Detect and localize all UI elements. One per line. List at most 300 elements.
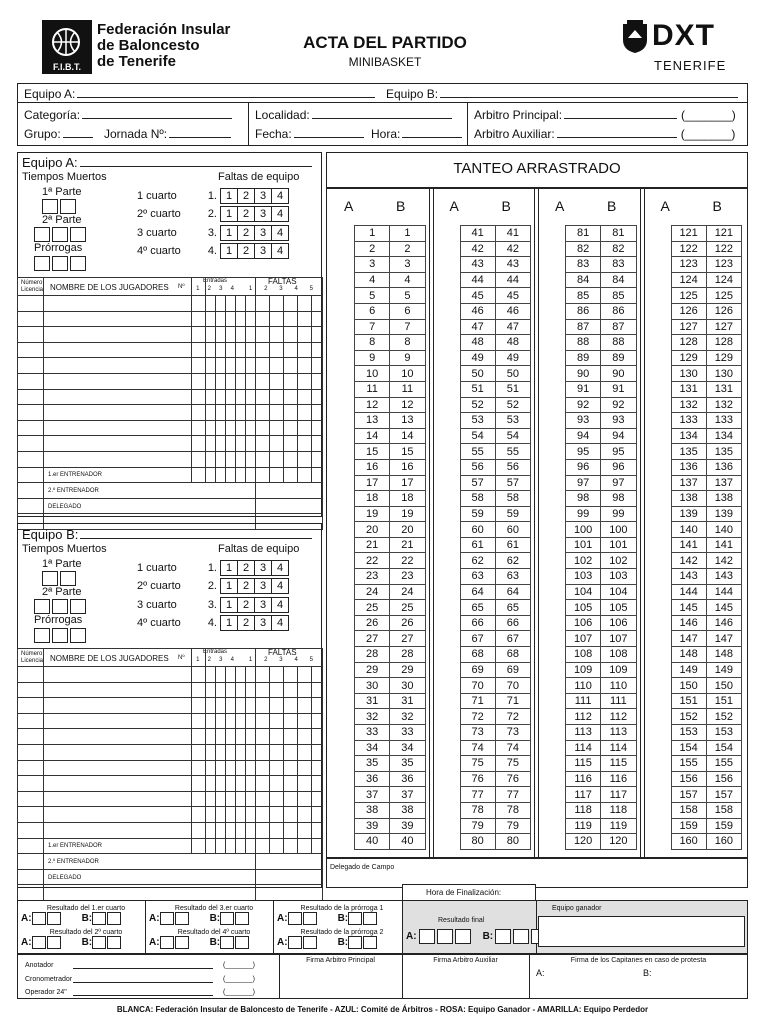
- score-cell-b[interactable]: 74: [495, 740, 530, 756]
- player-cell[interactable]: [284, 698, 298, 714]
- period-a-box[interactable]: [32, 912, 46, 925]
- score-cell-a[interactable]: 18: [355, 491, 390, 507]
- timeout-box[interactable]: [52, 599, 68, 614]
- score-cell-a[interactable]: 55: [460, 444, 495, 460]
- player-cell[interactable]: [312, 744, 323, 760]
- score-cell-a[interactable]: 44: [460, 272, 495, 288]
- score-cell-a[interactable]: 27: [355, 631, 390, 647]
- player-cell[interactable]: [192, 405, 206, 421]
- score-cell-b[interactable]: 33: [390, 725, 425, 741]
- score-cell-b[interactable]: 52: [495, 397, 530, 413]
- player-cell[interactable]: [226, 807, 236, 823]
- score-cell-a[interactable]: 134: [671, 428, 706, 444]
- player-cell[interactable]: [256, 405, 270, 421]
- score-cell-b[interactable]: 110: [601, 678, 636, 694]
- score-cell-b[interactable]: 125: [706, 288, 741, 304]
- score-cell-a[interactable]: 146: [671, 615, 706, 631]
- score-cell-b[interactable]: 23: [390, 569, 425, 585]
- player-cell[interactable]: [246, 358, 256, 374]
- player-cell[interactable]: [192, 744, 206, 760]
- score-cell-b[interactable]: 132: [706, 397, 741, 413]
- player-cell[interactable]: [312, 311, 323, 327]
- score-cell-b[interactable]: 126: [706, 303, 741, 319]
- team-foul-cell[interactable]: 2: [237, 578, 255, 594]
- player-cell[interactable]: [206, 682, 216, 698]
- player-cell[interactable]: [246, 342, 256, 358]
- score-cell-b[interactable]: 6: [390, 303, 425, 319]
- player-cell[interactable]: [206, 451, 216, 467]
- player-cell[interactable]: [216, 776, 226, 792]
- player-cell[interactable]: [18, 389, 44, 405]
- score-cell-a[interactable]: 143: [671, 569, 706, 585]
- score-cell-b[interactable]: 12: [390, 397, 425, 413]
- player-cell[interactable]: [216, 420, 226, 436]
- timeout-box[interactable]: [42, 571, 58, 586]
- player-cell[interactable]: [206, 389, 216, 405]
- player-cell[interactable]: [246, 838, 256, 854]
- player-cell[interactable]: [246, 682, 256, 698]
- score-cell-b[interactable]: 136: [706, 459, 741, 475]
- player-cell[interactable]: [206, 358, 216, 374]
- score-cell-b[interactable]: 41: [495, 226, 530, 242]
- score-cell-a[interactable]: 152: [671, 709, 706, 725]
- score-cell-a[interactable]: 109: [566, 662, 601, 678]
- score-cell-b[interactable]: 65: [495, 600, 530, 616]
- score-cell-a[interactable]: 144: [671, 584, 706, 600]
- player-cell[interactable]: [236, 713, 246, 729]
- score-cell-a[interactable]: 133: [671, 413, 706, 429]
- score-cell-a[interactable]: 59: [460, 506, 495, 522]
- score-cell-b[interactable]: 47: [495, 319, 530, 335]
- score-cell-a[interactable]: 23: [355, 569, 390, 585]
- player-cell[interactable]: [298, 420, 312, 436]
- player-cell[interactable]: [270, 698, 284, 714]
- staff-cell[interactable]: [18, 854, 44, 870]
- player-cell[interactable]: [270, 807, 284, 823]
- score-cell-b[interactable]: 97: [601, 475, 636, 491]
- timeout-box[interactable]: [52, 227, 68, 242]
- period-b-box[interactable]: [107, 936, 121, 949]
- score-cell-b[interactable]: 104: [601, 584, 636, 600]
- score-cell-a[interactable]: 117: [566, 787, 601, 803]
- player-cell[interactable]: [206, 776, 216, 792]
- team-foul-cell[interactable]: 3: [254, 225, 272, 241]
- player-cell[interactable]: [44, 373, 192, 389]
- score-cell-b[interactable]: 103: [601, 569, 636, 585]
- score-cell-b[interactable]: 1: [390, 226, 425, 242]
- player-cell[interactable]: [192, 776, 206, 792]
- player-cell[interactable]: [246, 405, 256, 421]
- score-cell-a[interactable]: 160: [671, 834, 706, 850]
- score-cell-a[interactable]: 81: [566, 226, 601, 242]
- player-cell[interactable]: [236, 822, 246, 838]
- player-cell[interactable]: [206, 467, 216, 483]
- player-cell[interactable]: [216, 342, 226, 358]
- player-cell[interactable]: [192, 436, 206, 452]
- player-cell[interactable]: [226, 838, 236, 854]
- player-cell[interactable]: [236, 451, 246, 467]
- player-cell[interactable]: [18, 807, 44, 823]
- score-cell-b[interactable]: 72: [495, 709, 530, 725]
- score-cell-b[interactable]: 24: [390, 584, 425, 600]
- score-cell-a[interactable]: 8: [355, 335, 390, 351]
- score-cell-b[interactable]: 116: [601, 771, 636, 787]
- player-cell[interactable]: [298, 791, 312, 807]
- score-cell-a[interactable]: 82: [566, 241, 601, 257]
- score-cell-a[interactable]: 79: [460, 818, 495, 834]
- player-cell[interactable]: [206, 342, 216, 358]
- score-cell-b[interactable]: 121: [706, 226, 741, 242]
- player-cell[interactable]: [236, 760, 246, 776]
- score-cell-b[interactable]: 18: [390, 491, 425, 507]
- score-cell-b[interactable]: 9: [390, 350, 425, 366]
- score-cell-a[interactable]: 38: [355, 802, 390, 818]
- score-cell-b[interactable]: 4: [390, 272, 425, 288]
- player-cell[interactable]: [44, 327, 192, 343]
- player-cell[interactable]: [298, 358, 312, 374]
- final-a-box[interactable]: [437, 929, 453, 944]
- team-foul-cell[interactable]: 3: [254, 206, 272, 222]
- team-foul-cell[interactable]: 1: [220, 560, 238, 576]
- score-cell-b[interactable]: 98: [601, 491, 636, 507]
- player-cell[interactable]: [270, 420, 284, 436]
- player-cell[interactable]: [256, 698, 270, 714]
- period-b-box[interactable]: [363, 936, 377, 949]
- score-cell-a[interactable]: 151: [671, 693, 706, 709]
- player-cell[interactable]: [284, 807, 298, 823]
- player-cell[interactable]: [270, 822, 284, 838]
- score-cell-b[interactable]: 139: [706, 506, 741, 522]
- team-foul-cell[interactable]: 2: [237, 206, 255, 222]
- score-cell-b[interactable]: 27: [390, 631, 425, 647]
- player-cell[interactable]: [270, 713, 284, 729]
- period-b-box[interactable]: [220, 936, 234, 949]
- score-cell-b[interactable]: 147: [706, 631, 741, 647]
- score-cell-b[interactable]: 131: [706, 381, 741, 397]
- player-cell[interactable]: [216, 405, 226, 421]
- score-cell-b[interactable]: 58: [495, 491, 530, 507]
- staff-foul-cell[interactable]: [256, 869, 323, 885]
- player-cell[interactable]: [270, 667, 284, 683]
- player-cell[interactable]: [18, 405, 44, 421]
- player-cell[interactable]: [312, 389, 323, 405]
- period-a-box[interactable]: [47, 912, 61, 925]
- score-cell-a[interactable]: 2: [355, 241, 390, 257]
- score-cell-b[interactable]: 32: [390, 709, 425, 725]
- player-cell[interactable]: [18, 451, 44, 467]
- period-b-box[interactable]: [348, 912, 362, 925]
- player-cell[interactable]: [270, 296, 284, 312]
- score-cell-a[interactable]: 39: [355, 818, 390, 834]
- timeout-box[interactable]: [70, 256, 86, 271]
- player-cell[interactable]: [44, 342, 192, 358]
- period-b-box[interactable]: [235, 912, 249, 925]
- player-cell[interactable]: [44, 791, 192, 807]
- score-cell-a[interactable]: 98: [566, 491, 601, 507]
- player-cell[interactable]: [270, 467, 284, 483]
- score-cell-a[interactable]: 21: [355, 537, 390, 553]
- score-cell-a[interactable]: 77: [460, 787, 495, 803]
- score-cell-b[interactable]: 15: [390, 444, 425, 460]
- score-cell-a[interactable]: 5: [355, 288, 390, 304]
- period-b-box[interactable]: [220, 912, 234, 925]
- score-cell-b[interactable]: 26: [390, 615, 425, 631]
- score-cell-b[interactable]: 133: [706, 413, 741, 429]
- score-cell-a[interactable]: 72: [460, 709, 495, 725]
- score-cell-a[interactable]: 16: [355, 459, 390, 475]
- team-foul-cell[interactable]: 4: [271, 597, 289, 613]
- player-cell[interactable]: [256, 713, 270, 729]
- player-cell[interactable]: [312, 791, 323, 807]
- player-cell[interactable]: [18, 436, 44, 452]
- score-cell-a[interactable]: 127: [671, 319, 706, 335]
- player-cell[interactable]: [312, 698, 323, 714]
- cronometrador-field[interactable]: [73, 975, 213, 983]
- player-cell[interactable]: [246, 436, 256, 452]
- score-cell-b[interactable]: 69: [495, 662, 530, 678]
- player-cell[interactable]: [226, 760, 236, 776]
- player-cell[interactable]: [284, 420, 298, 436]
- score-cell-b[interactable]: 157: [706, 787, 741, 803]
- score-cell-b[interactable]: 140: [706, 522, 741, 538]
- score-cell-a[interactable]: 99: [566, 506, 601, 522]
- anotador-field[interactable]: [73, 961, 213, 969]
- score-cell-a[interactable]: 154: [671, 740, 706, 756]
- player-cell[interactable]: [270, 373, 284, 389]
- score-cell-a[interactable]: 105: [566, 600, 601, 616]
- score-cell-a[interactable]: 48: [460, 335, 495, 351]
- score-cell-a[interactable]: 7: [355, 319, 390, 335]
- score-cell-b[interactable]: 134: [706, 428, 741, 444]
- player-cell[interactable]: [226, 744, 236, 760]
- score-cell-b[interactable]: 40: [390, 834, 425, 850]
- player-cell[interactable]: [216, 807, 226, 823]
- grupo-field[interactable]: [63, 127, 93, 138]
- player-cell[interactable]: [284, 296, 298, 312]
- score-cell-a[interactable]: 141: [671, 537, 706, 553]
- player-cell[interactable]: [18, 296, 44, 312]
- score-cell-b[interactable]: 3: [390, 257, 425, 273]
- score-cell-a[interactable]: 87: [566, 319, 601, 335]
- period-a-box[interactable]: [288, 912, 302, 925]
- player-cell[interactable]: [44, 822, 192, 838]
- period-a-box[interactable]: [32, 936, 46, 949]
- team-foul-cell[interactable]: 3: [254, 578, 272, 594]
- score-cell-b[interactable]: 151: [706, 693, 741, 709]
- score-cell-b[interactable]: 73: [495, 725, 530, 741]
- score-cell-b[interactable]: 119: [601, 818, 636, 834]
- score-cell-a[interactable]: 4: [355, 272, 390, 288]
- player-cell[interactable]: [206, 436, 216, 452]
- player-cell[interactable]: [44, 405, 192, 421]
- player-cell[interactable]: [206, 838, 216, 854]
- hora-field[interactable]: [402, 127, 462, 138]
- player-cell[interactable]: [18, 744, 44, 760]
- score-cell-b[interactable]: 149: [706, 662, 741, 678]
- score-cell-b[interactable]: 48: [495, 335, 530, 351]
- player-cell[interactable]: [246, 373, 256, 389]
- anotador-code[interactable]: (_______): [223, 961, 255, 969]
- score-cell-b[interactable]: 101: [601, 537, 636, 553]
- score-cell-b[interactable]: 19: [390, 506, 425, 522]
- score-cell-b[interactable]: 56: [495, 459, 530, 475]
- player-cell[interactable]: [246, 807, 256, 823]
- final-a-box[interactable]: [455, 929, 471, 944]
- player-cell[interactable]: [312, 760, 323, 776]
- score-cell-a[interactable]: 52: [460, 397, 495, 413]
- player-cell[interactable]: [216, 760, 226, 776]
- player-cell[interactable]: [284, 373, 298, 389]
- timeout-box[interactable]: [34, 256, 50, 271]
- player-cell[interactable]: [256, 791, 270, 807]
- score-cell-a[interactable]: 49: [460, 350, 495, 366]
- player-cell[interactable]: [192, 713, 206, 729]
- staff-cell[interactable]: [18, 483, 44, 499]
- player-cell[interactable]: [226, 311, 236, 327]
- score-cell-a[interactable]: 95: [566, 444, 601, 460]
- player-cell[interactable]: [270, 389, 284, 405]
- score-cell-a[interactable]: 119: [566, 818, 601, 834]
- final-b-box[interactable]: [495, 929, 511, 944]
- score-cell-b[interactable]: 156: [706, 771, 741, 787]
- score-cell-b[interactable]: 57: [495, 475, 530, 491]
- score-cell-a[interactable]: 97: [566, 475, 601, 491]
- player-cell[interactable]: [298, 451, 312, 467]
- score-cell-a[interactable]: 22: [355, 553, 390, 569]
- player-cell[interactable]: [246, 296, 256, 312]
- score-cell-b[interactable]: 55: [495, 444, 530, 460]
- timeout-box[interactable]: [70, 227, 86, 242]
- player-cell[interactable]: [312, 776, 323, 792]
- timeout-box[interactable]: [52, 256, 68, 271]
- score-cell-a[interactable]: 124: [671, 272, 706, 288]
- player-cell[interactable]: [270, 776, 284, 792]
- player-cell[interactable]: [270, 436, 284, 452]
- player-cell[interactable]: [270, 760, 284, 776]
- player-cell[interactable]: [44, 420, 192, 436]
- player-cell[interactable]: [18, 373, 44, 389]
- score-cell-b[interactable]: 37: [390, 787, 425, 803]
- final-b-box[interactable]: [513, 929, 529, 944]
- timeout-box[interactable]: [42, 199, 58, 214]
- staff-foul-cell[interactable]: [256, 483, 323, 499]
- player-cell[interactable]: [236, 311, 246, 327]
- player-cell[interactable]: [298, 838, 312, 854]
- player-cell[interactable]: [44, 311, 192, 327]
- player-cell[interactable]: [256, 760, 270, 776]
- player-cell[interactable]: [298, 667, 312, 683]
- player-cell[interactable]: [256, 729, 270, 745]
- player-cell[interactable]: [192, 791, 206, 807]
- score-cell-b[interactable]: 78: [495, 802, 530, 818]
- player-cell[interactable]: [216, 698, 226, 714]
- score-cell-a[interactable]: 116: [566, 771, 601, 787]
- score-cell-a[interactable]: 129: [671, 350, 706, 366]
- score-cell-a[interactable]: 128: [671, 335, 706, 351]
- score-cell-a[interactable]: 12: [355, 397, 390, 413]
- player-cell[interactable]: [284, 327, 298, 343]
- player-cell[interactable]: [236, 744, 246, 760]
- score-cell-a[interactable]: 110: [566, 678, 601, 694]
- player-cell[interactable]: [18, 420, 44, 436]
- score-cell-a[interactable]: 69: [460, 662, 495, 678]
- staff-foul-cell[interactable]: [256, 854, 323, 870]
- score-cell-b[interactable]: 111: [601, 693, 636, 709]
- player-cell[interactable]: [256, 822, 270, 838]
- player-cell[interactable]: [298, 342, 312, 358]
- team-foul-cell[interactable]: 2: [237, 225, 255, 241]
- score-cell-b[interactable]: 36: [390, 771, 425, 787]
- player-cell[interactable]: [312, 342, 323, 358]
- score-cell-b[interactable]: 25: [390, 600, 425, 616]
- player-cell[interactable]: [226, 373, 236, 389]
- score-cell-a[interactable]: 50: [460, 366, 495, 382]
- score-cell-b[interactable]: 88: [601, 335, 636, 351]
- player-cell[interactable]: [246, 698, 256, 714]
- player-cell[interactable]: [226, 327, 236, 343]
- team-foul-cell[interactable]: 2: [237, 243, 255, 259]
- score-cell-b[interactable]: 142: [706, 553, 741, 569]
- player-cell[interactable]: [284, 729, 298, 745]
- player-cell[interactable]: [18, 838, 44, 854]
- player-cell[interactable]: [312, 327, 323, 343]
- score-cell-b[interactable]: 102: [601, 553, 636, 569]
- score-cell-b[interactable]: 114: [601, 740, 636, 756]
- team-foul-cell[interactable]: 1: [220, 597, 238, 613]
- score-cell-a[interactable]: 159: [671, 818, 706, 834]
- score-cell-b[interactable]: 106: [601, 615, 636, 631]
- player-cell[interactable]: [216, 373, 226, 389]
- score-cell-a[interactable]: 101: [566, 537, 601, 553]
- player-cell[interactable]: [312, 838, 323, 854]
- arbitro-principal-field[interactable]: [564, 108, 677, 119]
- player-cell[interactable]: [206, 420, 216, 436]
- player-cell[interactable]: [236, 296, 246, 312]
- score-cell-b[interactable]: 82: [601, 241, 636, 257]
- player-cell[interactable]: [298, 729, 312, 745]
- score-cell-a[interactable]: 71: [460, 693, 495, 709]
- score-cell-b[interactable]: 150: [706, 678, 741, 694]
- player-cell[interactable]: [206, 713, 216, 729]
- player-cell[interactable]: [236, 682, 246, 698]
- team-foul-cell[interactable]: 1: [220, 225, 238, 241]
- team-foul-cell[interactable]: 4: [271, 560, 289, 576]
- player-cell[interactable]: [206, 373, 216, 389]
- team-foul-cell[interactable]: 2: [237, 597, 255, 613]
- period-a-box[interactable]: [288, 936, 302, 949]
- localidad-field[interactable]: [312, 108, 452, 119]
- player-cell[interactable]: [226, 467, 236, 483]
- timeout-box[interactable]: [34, 628, 50, 643]
- team-foul-cell[interactable]: 1: [220, 615, 238, 631]
- player-cell[interactable]: [226, 729, 236, 745]
- score-cell-a[interactable]: 113: [566, 725, 601, 741]
- score-cell-b[interactable]: 112: [601, 709, 636, 725]
- score-cell-a[interactable]: 34: [355, 740, 390, 756]
- period-b-box[interactable]: [92, 936, 106, 949]
- player-cell[interactable]: [298, 436, 312, 452]
- player-cell[interactable]: [246, 667, 256, 683]
- timeout-box[interactable]: [34, 227, 50, 242]
- player-cell[interactable]: [312, 713, 323, 729]
- player-cell[interactable]: [216, 389, 226, 405]
- score-cell-b[interactable]: 108: [601, 647, 636, 663]
- final-a-box[interactable]: [419, 929, 435, 944]
- team-foul-cell[interactable]: 3: [254, 188, 272, 204]
- player-cell[interactable]: [192, 389, 206, 405]
- player-cell[interactable]: [298, 682, 312, 698]
- player-cell[interactable]: [284, 713, 298, 729]
